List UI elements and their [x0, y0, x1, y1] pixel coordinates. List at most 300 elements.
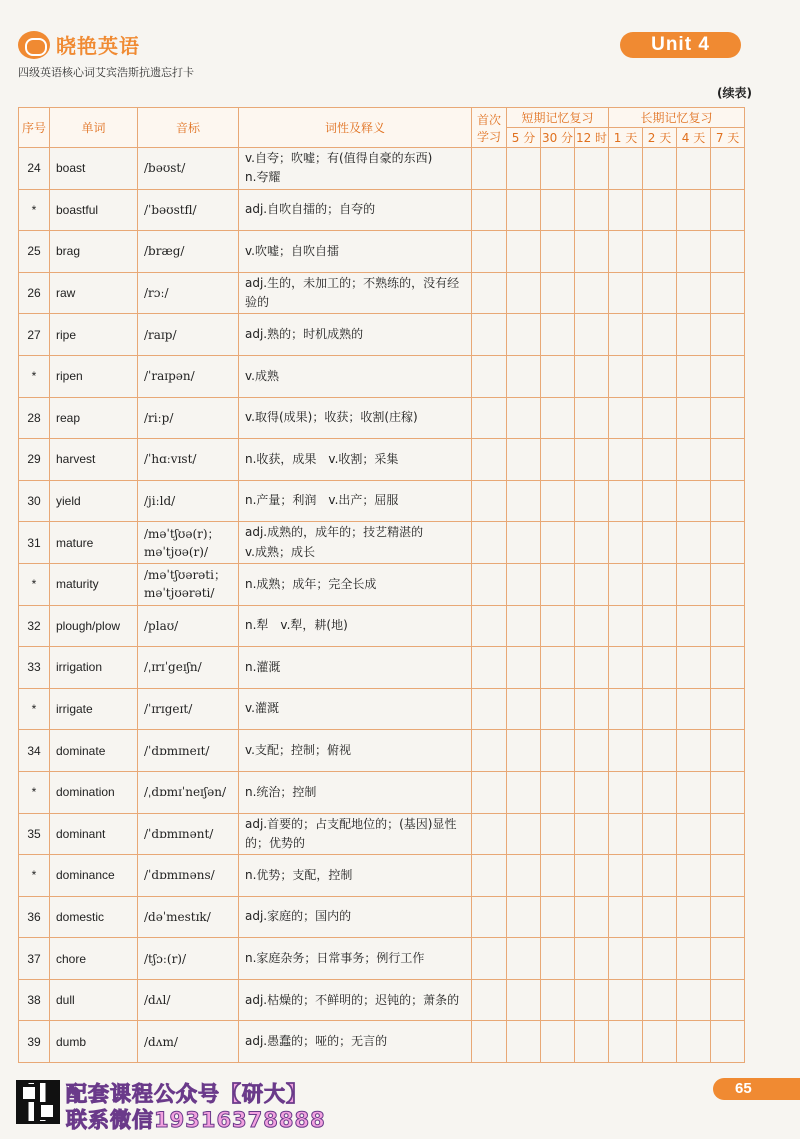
row-word: yield	[50, 480, 138, 522]
row-number: 33	[19, 647, 50, 689]
review-checkbox-cell	[575, 314, 609, 356]
review-checkbox-cell	[575, 730, 609, 772]
row-phonetic: /məˈtʃʊərəti； məˈtjʊərəti/	[138, 563, 239, 605]
review-checkbox-cell	[677, 979, 711, 1021]
table-row	[19, 272, 745, 314]
review-checkbox-cell	[677, 896, 711, 938]
row-phonetic: /ˈdɒmɪnəns/	[138, 855, 239, 897]
row-definition: n.统治；控制	[239, 771, 472, 813]
row-word: domination	[50, 771, 138, 813]
review-checkbox-cell	[643, 688, 677, 730]
row-definition: n.家庭杂务；日常事务；例行工作	[239, 938, 472, 980]
row-word: raw	[50, 272, 138, 314]
review-checkbox-cell	[677, 148, 711, 190]
review-checkbox-cell	[472, 1021, 507, 1063]
row-word: dumb	[50, 1021, 138, 1063]
unit-badge: Unit 4	[620, 32, 741, 58]
row-definition: n.优势；支配，控制	[239, 855, 472, 897]
review-checkbox-cell	[472, 439, 507, 481]
table-row	[19, 397, 745, 439]
review-checkbox-cell	[609, 480, 643, 522]
review-checkbox-cell	[609, 813, 643, 855]
row-phonetic: /dʌl/	[138, 979, 239, 1021]
review-checkbox-cell	[472, 189, 507, 231]
review-checkbox-cell	[677, 231, 711, 273]
row-word: ripe	[50, 314, 138, 356]
review-checkbox-cell	[677, 771, 711, 813]
row-word: boastful	[50, 189, 138, 231]
review-checkbox-cell	[643, 1021, 677, 1063]
review-checkbox-cell	[507, 855, 541, 897]
review-checkbox-cell	[575, 771, 609, 813]
row-word: harvest	[50, 439, 138, 481]
review-checkbox-cell	[711, 272, 745, 314]
review-checkbox-cell	[507, 397, 541, 439]
row-phonetic: /bræg/	[138, 231, 239, 273]
table-row	[19, 813, 745, 855]
review-checkbox-cell	[541, 979, 575, 1021]
review-checkbox-cell	[643, 563, 677, 605]
review-checkbox-cell	[643, 605, 677, 647]
review-checkbox-cell	[677, 730, 711, 772]
review-checkbox-cell	[575, 813, 609, 855]
review-checkbox-cell	[711, 938, 745, 980]
row-definition: adj.家庭的；国内的	[239, 896, 472, 938]
row-definition: n.成熟；成年；完全长成	[239, 563, 472, 605]
review-checkbox-cell	[711, 480, 745, 522]
review-checkbox-cell	[575, 148, 609, 190]
review-checkbox-cell	[609, 314, 643, 356]
review-checkbox-cell	[711, 355, 745, 397]
review-checkbox-cell	[541, 522, 575, 564]
review-checkbox-cell	[575, 855, 609, 897]
review-checkbox-cell	[677, 855, 711, 897]
review-checkbox-cell	[472, 148, 507, 190]
review-checkbox-cell	[472, 938, 507, 980]
row-word: irrigate	[50, 688, 138, 730]
review-checkbox-cell	[575, 979, 609, 1021]
header-1day: 1 天	[609, 128, 643, 148]
review-checkbox-cell	[575, 189, 609, 231]
promo-line-2: 联系微信19316378888	[66, 1108, 326, 1132]
review-checkbox-cell	[711, 522, 745, 564]
review-checkbox-cell	[677, 605, 711, 647]
review-checkbox-cell	[643, 189, 677, 231]
row-number: *	[19, 563, 50, 605]
review-checkbox-cell	[609, 272, 643, 314]
review-checkbox-cell	[472, 563, 507, 605]
row-phonetic: /ˈraɪpən/	[138, 355, 239, 397]
table-row	[19, 855, 745, 897]
row-number: 25	[19, 231, 50, 273]
header-12h: 12 时	[575, 128, 609, 148]
review-checkbox-cell	[711, 647, 745, 689]
vocabulary-table	[18, 107, 745, 1063]
row-phonetic: /ˈdɒmɪneɪt/	[138, 730, 239, 772]
row-definition: adj.首要的；占支配地位的；(基因)显性的；优势的	[239, 813, 472, 855]
row-definition: adj.生的，未加工的；不熟练的，没有经验的	[239, 272, 472, 314]
review-checkbox-cell	[472, 979, 507, 1021]
review-checkbox-cell	[472, 647, 507, 689]
review-checkbox-cell	[609, 439, 643, 481]
review-checkbox-cell	[541, 355, 575, 397]
row-number: 35	[19, 813, 50, 855]
review-checkbox-cell	[575, 231, 609, 273]
row-number: 30	[19, 480, 50, 522]
row-phonetic: /tʃɔː(r)/	[138, 938, 239, 980]
review-checkbox-cell	[677, 272, 711, 314]
row-phonetic: /ˌdɒmɪˈneɪʃən/	[138, 771, 239, 813]
review-checkbox-cell	[711, 979, 745, 1021]
row-number: 27	[19, 314, 50, 356]
review-checkbox-cell	[507, 979, 541, 1021]
review-checkbox-cell	[643, 896, 677, 938]
row-number: 32	[19, 605, 50, 647]
row-definition: adj.枯燥的；不鲜明的；迟钝的；萧条的	[239, 979, 472, 1021]
table-row	[19, 688, 745, 730]
review-checkbox-cell	[643, 148, 677, 190]
review-checkbox-cell	[609, 563, 643, 605]
review-checkbox-cell	[575, 605, 609, 647]
review-checkbox-cell	[643, 231, 677, 273]
review-checkbox-cell	[677, 563, 711, 605]
review-checkbox-cell	[677, 314, 711, 356]
table-row	[19, 148, 745, 190]
row-number: *	[19, 355, 50, 397]
row-definition: adj.愚蠢的；哑的；无言的	[239, 1021, 472, 1063]
review-checkbox-cell	[472, 231, 507, 273]
review-checkbox-cell	[711, 813, 745, 855]
review-checkbox-cell	[507, 771, 541, 813]
row-phonetic: /dəˈmestɪk/	[138, 896, 239, 938]
review-checkbox-cell	[472, 314, 507, 356]
review-checkbox-cell	[472, 771, 507, 813]
review-checkbox-cell	[609, 397, 643, 439]
row-word: dominant	[50, 813, 138, 855]
review-checkbox-cell	[541, 771, 575, 813]
review-checkbox-cell	[677, 1021, 711, 1063]
review-checkbox-cell	[609, 730, 643, 772]
review-checkbox-cell	[643, 730, 677, 772]
review-checkbox-cell	[541, 1021, 575, 1063]
review-checkbox-cell	[541, 938, 575, 980]
continued-label: (续表)	[717, 86, 752, 100]
row-number: *	[19, 771, 50, 813]
review-checkbox-cell	[507, 647, 541, 689]
table-row	[19, 231, 745, 273]
review-checkbox-cell	[472, 730, 507, 772]
review-checkbox-cell	[575, 397, 609, 439]
row-definition: n.产量；利润 v.出产；屈服	[239, 480, 472, 522]
review-checkbox-cell	[643, 855, 677, 897]
row-number: 38	[19, 979, 50, 1021]
review-checkbox-cell	[507, 272, 541, 314]
review-checkbox-cell	[643, 771, 677, 813]
table-row	[19, 605, 745, 647]
table-row	[19, 771, 745, 813]
row-word: boast	[50, 148, 138, 190]
row-number: 31	[19, 522, 50, 564]
review-checkbox-cell	[643, 979, 677, 1021]
review-checkbox-cell	[677, 355, 711, 397]
review-checkbox-cell	[609, 688, 643, 730]
row-number: 39	[19, 1021, 50, 1063]
review-checkbox-cell	[507, 563, 541, 605]
review-checkbox-cell	[677, 813, 711, 855]
review-checkbox-cell	[541, 813, 575, 855]
review-checkbox-cell	[609, 522, 643, 564]
review-checkbox-cell	[507, 355, 541, 397]
row-number: *	[19, 855, 50, 897]
review-checkbox-cell	[541, 730, 575, 772]
row-number: 24	[19, 148, 50, 190]
header-definition: 词性及释义	[239, 108, 472, 148]
row-phonetic: /plaʊ/	[138, 605, 239, 647]
review-checkbox-cell	[677, 397, 711, 439]
table-row	[19, 522, 745, 564]
review-checkbox-cell	[541, 688, 575, 730]
header-2day: 2 天	[643, 128, 677, 148]
row-number: 36	[19, 896, 50, 938]
review-checkbox-cell	[541, 439, 575, 481]
row-word: plough/plow	[50, 605, 138, 647]
review-checkbox-cell	[677, 189, 711, 231]
table-row	[19, 480, 745, 522]
review-checkbox-cell	[711, 189, 745, 231]
review-checkbox-cell	[643, 355, 677, 397]
row-phonetic: /ˌɪrɪˈgeɪʃn/	[138, 647, 239, 689]
header-phonetic: 音标	[138, 108, 239, 148]
review-checkbox-cell	[507, 231, 541, 273]
review-checkbox-cell	[711, 397, 745, 439]
review-checkbox-cell	[643, 938, 677, 980]
table-row	[19, 314, 745, 356]
review-checkbox-cell	[575, 355, 609, 397]
review-checkbox-cell	[472, 522, 507, 564]
table-row	[19, 1021, 745, 1063]
review-checkbox-cell	[609, 605, 643, 647]
review-checkbox-cell	[711, 439, 745, 481]
row-number: 29	[19, 439, 50, 481]
review-checkbox-cell	[609, 647, 643, 689]
brand-logo-icon	[18, 31, 50, 59]
review-checkbox-cell	[541, 896, 575, 938]
table-row	[19, 896, 745, 938]
review-checkbox-cell	[711, 730, 745, 772]
review-checkbox-cell	[575, 563, 609, 605]
review-checkbox-cell	[711, 148, 745, 190]
review-checkbox-cell	[643, 439, 677, 481]
row-definition: v.成熟	[239, 355, 472, 397]
header-4day: 4 天	[677, 128, 711, 148]
vocabulary-body	[19, 148, 745, 1063]
review-checkbox-cell	[507, 439, 541, 481]
review-checkbox-cell	[507, 730, 541, 772]
row-word: ripen	[50, 355, 138, 397]
row-word: brag	[50, 231, 138, 273]
header-30min: 30 分	[541, 128, 575, 148]
review-checkbox-cell	[472, 480, 507, 522]
review-checkbox-cell	[507, 938, 541, 980]
review-checkbox-cell	[472, 896, 507, 938]
table-row	[19, 979, 745, 1021]
review-checkbox-cell	[472, 397, 507, 439]
review-checkbox-cell	[677, 938, 711, 980]
review-checkbox-cell	[609, 355, 643, 397]
review-checkbox-cell	[575, 647, 609, 689]
row-phonetic: /raɪp/	[138, 314, 239, 356]
review-checkbox-cell	[575, 896, 609, 938]
row-phonetic: /rɔː/	[138, 272, 239, 314]
row-word: mature	[50, 522, 138, 564]
brand-name: 晓艳英语	[56, 34, 140, 58]
header-short-review: 短期记忆复习	[507, 108, 609, 128]
review-checkbox-cell	[609, 938, 643, 980]
review-checkbox-cell	[643, 272, 677, 314]
row-number: *	[19, 189, 50, 231]
row-phonetic: /ˈhɑːvɪst/	[138, 439, 239, 481]
row-number: 34	[19, 730, 50, 772]
review-checkbox-cell	[609, 855, 643, 897]
row-word: reap	[50, 397, 138, 439]
row-number: *	[19, 688, 50, 730]
review-checkbox-cell	[711, 314, 745, 356]
review-checkbox-cell	[711, 688, 745, 730]
row-word: chore	[50, 938, 138, 980]
review-checkbox-cell	[541, 647, 575, 689]
row-definition: adj.成熟的，成年的；技艺精湛的 v.成熟；成长	[239, 522, 472, 564]
row-word: dull	[50, 979, 138, 1021]
review-checkbox-cell	[472, 605, 507, 647]
row-definition: v.灌溉	[239, 688, 472, 730]
row-word: dominance	[50, 855, 138, 897]
review-checkbox-cell	[711, 563, 745, 605]
header-7day: 7 天	[711, 128, 745, 148]
review-checkbox-cell	[677, 480, 711, 522]
row-number: 28	[19, 397, 50, 439]
review-checkbox-cell	[507, 314, 541, 356]
row-word: domestic	[50, 896, 138, 938]
review-checkbox-cell	[609, 979, 643, 1021]
review-checkbox-cell	[541, 855, 575, 897]
row-phonetic: /jiːld/	[138, 480, 239, 522]
review-checkbox-cell	[711, 1021, 745, 1063]
page-number: 65	[713, 1078, 800, 1100]
table-row	[19, 355, 745, 397]
row-phonetic: /ˈdɒmɪnənt/	[138, 813, 239, 855]
review-checkbox-cell	[541, 480, 575, 522]
review-checkbox-cell	[507, 522, 541, 564]
review-checkbox-cell	[541, 272, 575, 314]
review-checkbox-cell	[472, 355, 507, 397]
brand	[18, 30, 140, 59]
review-checkbox-cell	[711, 605, 745, 647]
review-checkbox-cell	[677, 522, 711, 564]
review-checkbox-cell	[677, 688, 711, 730]
review-checkbox-cell	[541, 189, 575, 231]
table-row	[19, 563, 745, 605]
row-number: 37	[19, 938, 50, 980]
row-phonetic: /ˈbəʊstfl/	[138, 189, 239, 231]
row-definition: adj.自吹自擂的；自夸的	[239, 189, 472, 231]
review-checkbox-cell	[575, 439, 609, 481]
review-checkbox-cell	[541, 397, 575, 439]
row-definition: n.灌溉	[239, 647, 472, 689]
header-5min: 5 分	[507, 128, 541, 148]
table-row	[19, 647, 745, 689]
table-row	[19, 439, 745, 481]
review-checkbox-cell	[711, 896, 745, 938]
review-checkbox-cell	[711, 231, 745, 273]
review-checkbox-cell	[609, 896, 643, 938]
review-checkbox-cell	[609, 231, 643, 273]
row-number: 26	[19, 272, 50, 314]
review-checkbox-cell	[609, 189, 643, 231]
row-definition: adj.熟的；时机成熟的	[239, 314, 472, 356]
header-num: 序号	[19, 108, 50, 148]
table-row	[19, 730, 745, 772]
review-checkbox-cell	[507, 813, 541, 855]
review-checkbox-cell	[643, 522, 677, 564]
row-word: dominate	[50, 730, 138, 772]
row-phonetic: /ˈɪrɪgeɪt/	[138, 688, 239, 730]
review-checkbox-cell	[541, 605, 575, 647]
review-checkbox-cell	[643, 314, 677, 356]
review-checkbox-cell	[507, 688, 541, 730]
row-definition: n.犁 v.犁，耕(地)	[239, 605, 472, 647]
row-definition: v.吹嘘；自吹自擂	[239, 231, 472, 273]
review-checkbox-cell	[575, 522, 609, 564]
review-checkbox-cell	[575, 688, 609, 730]
review-checkbox-cell	[507, 1021, 541, 1063]
table-row	[19, 189, 745, 231]
row-word: irrigation	[50, 647, 138, 689]
brand-subtitle: 四级英语核心词艾宾浩斯抗遗忘打卡	[18, 66, 194, 79]
review-checkbox-cell	[677, 647, 711, 689]
review-checkbox-cell	[472, 855, 507, 897]
review-checkbox-cell	[643, 647, 677, 689]
review-checkbox-cell	[575, 938, 609, 980]
review-checkbox-cell	[643, 813, 677, 855]
review-checkbox-cell	[575, 272, 609, 314]
row-definition: n.收获，成果 v.收割；采集	[239, 439, 472, 481]
review-checkbox-cell	[711, 855, 745, 897]
row-phonetic: /məˈtʃʊə(r)； məˈtjʊə(r)/	[138, 522, 239, 564]
table-row	[19, 938, 745, 980]
review-checkbox-cell	[711, 771, 745, 813]
review-checkbox-cell	[677, 439, 711, 481]
review-checkbox-cell	[507, 189, 541, 231]
review-checkbox-cell	[609, 771, 643, 813]
review-checkbox-cell	[472, 272, 507, 314]
row-definition: v.取得(成果)；收获；收割(庄稼)	[239, 397, 472, 439]
row-word: maturity	[50, 563, 138, 605]
row-definition: v.自夸；吹嘘；有(值得自豪的东西) n.夸耀	[239, 148, 472, 190]
row-phonetic: /dʌm/	[138, 1021, 239, 1063]
review-checkbox-cell	[643, 397, 677, 439]
review-checkbox-cell	[541, 563, 575, 605]
review-checkbox-cell	[507, 896, 541, 938]
review-checkbox-cell	[575, 480, 609, 522]
review-checkbox-cell	[541, 314, 575, 356]
header-first-study: 首次学习	[472, 108, 507, 148]
row-phonetic: /riːp/	[138, 397, 239, 439]
review-checkbox-cell	[507, 148, 541, 190]
promo-line-1: 配套课程公众号【研大】	[66, 1082, 308, 1106]
header-long-review: 长期记忆复习	[609, 108, 745, 128]
review-checkbox-cell	[609, 148, 643, 190]
qr-code-icon	[16, 1080, 60, 1124]
